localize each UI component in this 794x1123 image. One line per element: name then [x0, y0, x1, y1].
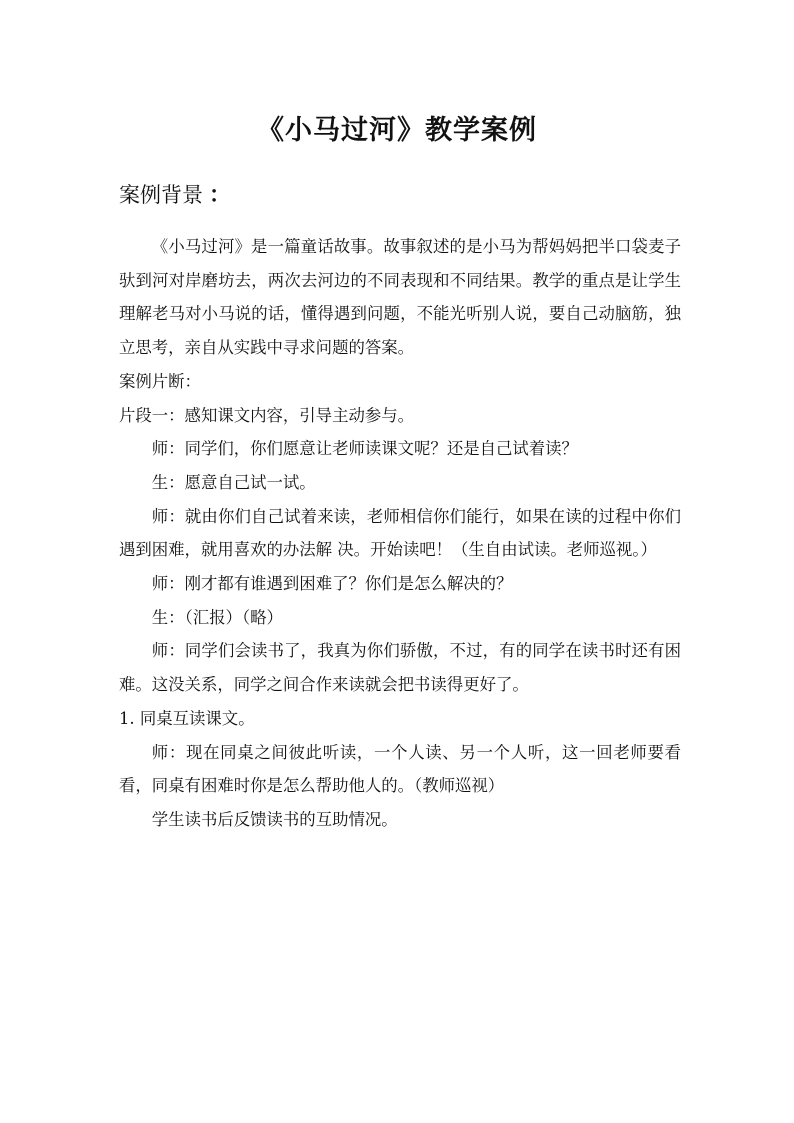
paragraph-background: 《小马过河》是一篇童话故事。故事叙述的是小马为帮妈妈把半口袋麦子驮到河对岸磨坊去，两次去河边的不同表现和不同结果。教学的重点是让学生理解老马对小马说的话，懂得遇到问题，不能光听别人说，要自己动脑筋，独立思考，亲自从实践中寻求问题的答案。 — [119, 237, 681, 358]
paragraph-teacher-1: 师：同学们，你们愿意让老师读课文呢？还是自己试着读？ — [151, 439, 578, 459]
section-heading — [119, 178, 231, 209]
paragraph-teacher-4: 师：同学们会读书了，我真为你们骄傲，不过，有的同学在读书时还有困难。这没关系，同学之间合作来读就会把书读得更好了。 — [119, 641, 681, 695]
paragraph-student-1: 生：愿意自己试一试。 — [151, 472, 316, 492]
paragraph-fragment-one: 片段一：感知课文内容，引导主动参与。 — [119, 405, 415, 425]
paragraph-feedback: 学生读书后反馈读书的互助情况。 — [151, 809, 398, 829]
paragraph-teacher-3: 师：刚才都有谁遇到困难了？你们是怎么解决的？ — [151, 574, 513, 594]
paragraph-teacher-2: 师：就由你们自己试着来读，老师相信你们能行，如果在读的过程中你们遇到困难，就用喜欢的办法解 决。开始读吧！（生自由试读。老师巡视。） — [119, 506, 681, 560]
section-heading-colon: ： — [209, 183, 232, 208]
paragraph-list-item-1: 1. 同桌互读课文。 — [119, 708, 255, 728]
section-heading-text: 案例背景 — [119, 183, 203, 207]
document-title: 《小马过河》教学案例 — [257, 115, 537, 146]
paragraph-student-2: 生：（汇报）（略） — [151, 607, 283, 627]
document-body — [119, 230, 681, 837]
paragraph-case-fragment: 案例片断： — [119, 371, 201, 391]
paragraph-teacher-5: 师：现在同桌之间彼此听读，一个人读、另一个人听，这一回老师要看看，同桌有困难时你是怎么帮助他人的。（教师巡视） — [119, 742, 681, 796]
